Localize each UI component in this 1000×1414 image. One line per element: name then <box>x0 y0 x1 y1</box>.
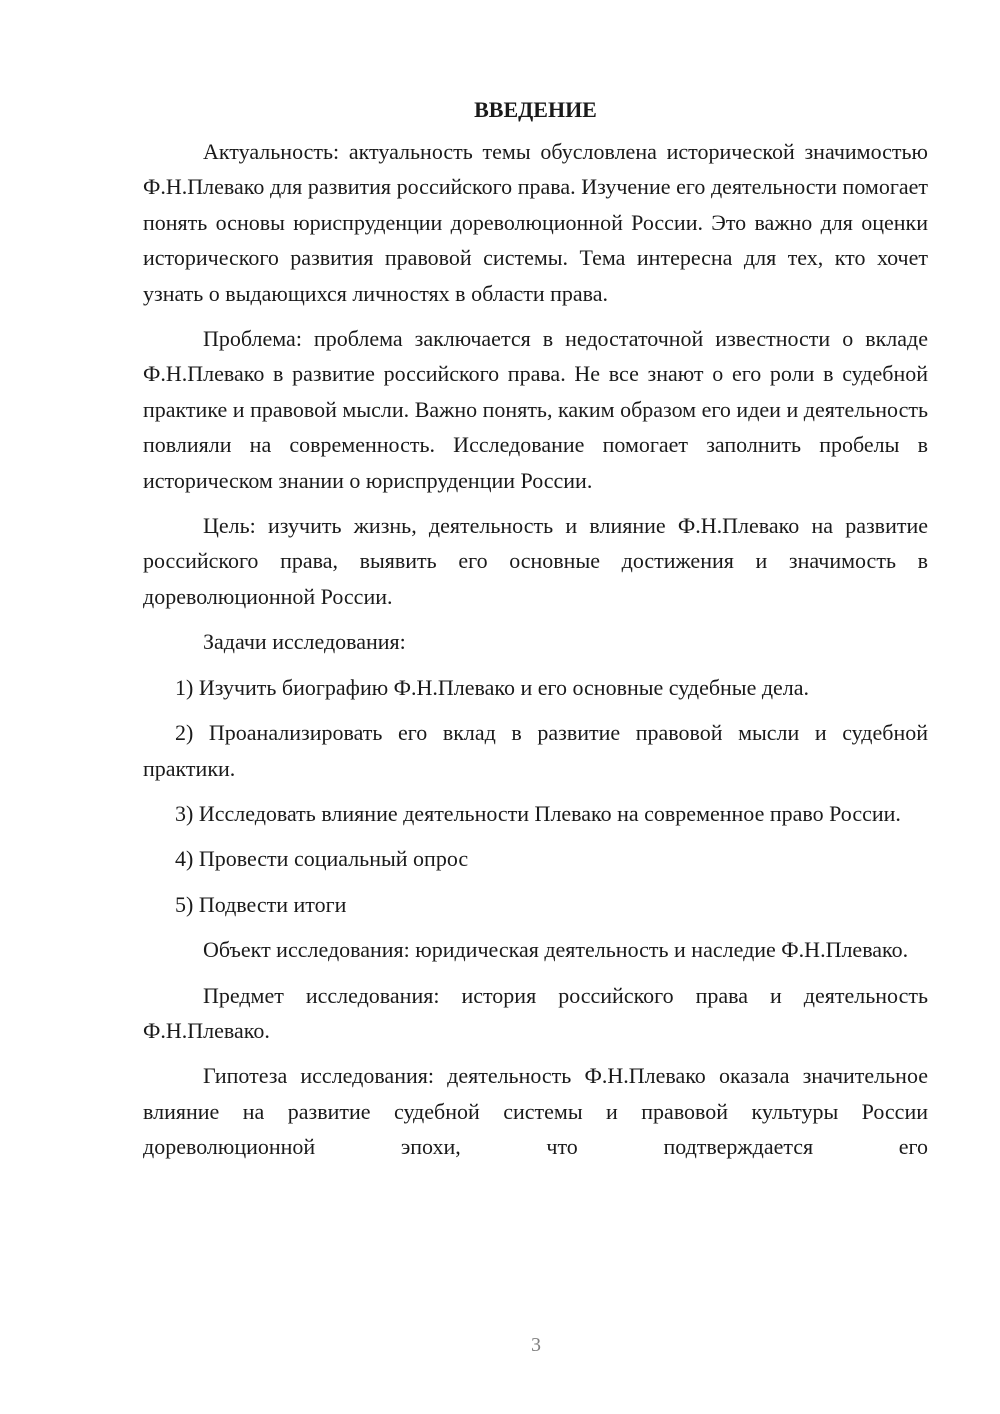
hypothesis-paragraph: Гипотеза исследования: деятельность Ф.Н.Плевако оказала значительное влияние на развитие судебной системы и правовой культуры России дореволюционной эпохи, что подтверждается его <box>143 1063 928 1160</box>
object-paragraph: Объект исследования: юридическая деятельность и наследие Ф.Н.Плевако. <box>203 937 909 963</box>
subject-paragraph: Предмет исследования: история российского права и деятельность Ф.Н.Плевако. <box>143 982 928 1043</box>
task-item: 2) Проанализировать его вклад в развитие правовой мысли и судебной практики. <box>143 720 928 781</box>
task-item: 1) Изучить биографию Ф.Н.Плевако и его основные судебные дела. <box>175 674 810 700</box>
page-number: 3 <box>531 1334 541 1356</box>
goal-paragraph: Цель: изучить жизнь, деятельность и влияние Ф.Н.Плевако на развитие российского права, выявить его основные достижения и значимость в дореволюционной России. <box>143 513 928 609</box>
document-page <box>143 92 928 1165</box>
problem-paragraph: Проблема: проблема заключается в недостаточной известности о вкладе Ф.Н.Плевако в развитие российского права. Не все знают о его роли в судебной практике и правовой мысли. Важно понять, каким образом его идеи и деятельность повлияли на современность. Исследование помогает заполнить пробелы в историческом знании о юриспруденции России. <box>143 326 928 493</box>
task-item: 3) Исследовать влияние деятельности Плевако на современное право России. <box>175 800 901 826</box>
task-item: 5) Подвести итоги <box>175 891 347 917</box>
relevance-paragraph: Актуальность: актуальность темы обусловлена исторической значимостью Ф.Н.Плевако для развития российского права. Изучение его деятельности помогает понять основы юриспруденции дореволюционной России. Это важно для оценки исторического развития правовой системы. Тема интересна для тех, кто хочет узнать о выдающихся личностях в области права. <box>143 139 928 306</box>
page-title: ВВЕДЕНИЕ <box>474 97 597 122</box>
tasks-heading: Задачи исследования: <box>203 629 406 655</box>
task-item: 4) Провести социальный опрос <box>175 846 469 872</box>
